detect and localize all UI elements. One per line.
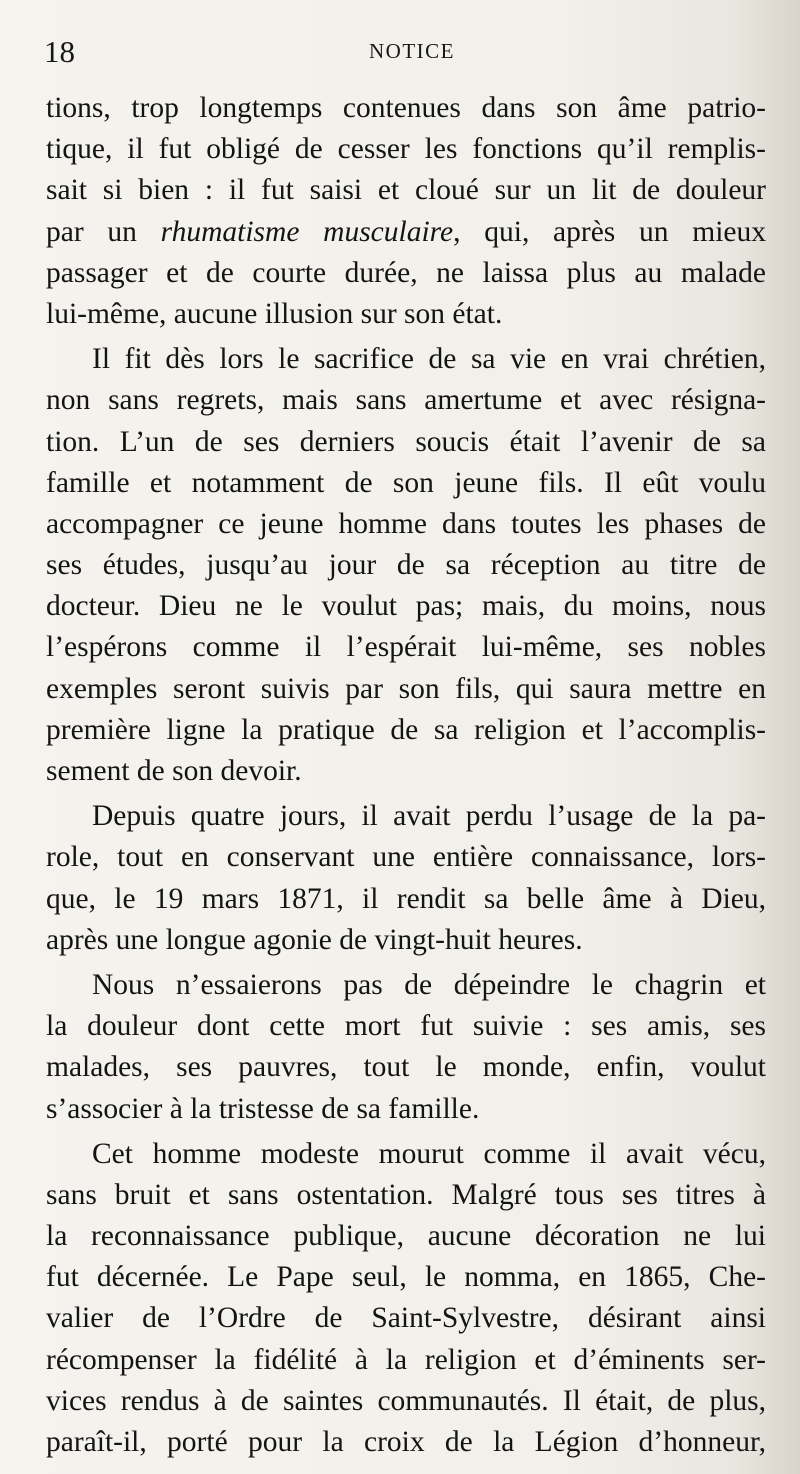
- text-line: [46, 1047, 766, 1088]
- text-segment: malades, ses pauvres, tout le monde, enfin, voulut: [46, 1051, 766, 1084]
- paragraph: [46, 965, 766, 1130]
- text-segment: lui-même, aucune illusion sur son état.: [46, 297, 503, 330]
- text-line: [46, 879, 766, 920]
- text-segment: docteur. Dieu ne le voulut pas; mais, du moins, nous: [46, 590, 766, 623]
- text-line: [46, 212, 766, 253]
- body-text: [46, 88, 766, 1463]
- text-line: [46, 965, 766, 1006]
- text-line: [46, 422, 766, 463]
- text-line: [46, 88, 766, 129]
- text-segment: famille et notamment de son jeune fils. Il eût voulu: [46, 466, 766, 499]
- text-segment: tion. L’un de ses derniers soucis était l’avenir de sa: [46, 425, 766, 458]
- page-number: 18: [44, 34, 75, 69]
- paragraph: [46, 1134, 766, 1464]
- text-segment: Il fit dès lors le sacrifice de sa vie en vrai chrétien,: [92, 343, 766, 376]
- text-line: [46, 339, 766, 380]
- text-line: [46, 294, 766, 335]
- text-line: [46, 463, 766, 504]
- text-segment: Depuis quatre jours, il avait perdu l’usage de la pa-: [92, 800, 766, 833]
- text-line: [46, 129, 766, 170]
- text-line: [46, 1089, 766, 1130]
- text-line: [46, 380, 766, 421]
- text-segment: sans bruit et sans ostentation. Malgré tous ses titres à: [46, 1178, 766, 1211]
- text-segment: première ligne la pratique de sa religion et l’accomplis-: [46, 713, 766, 746]
- text-segment: paraît-il, porté pour la croix de la Légion d’honneur,: [46, 1426, 766, 1458]
- running-head: [44, 32, 764, 72]
- text-line: [46, 504, 766, 545]
- text-line: [46, 751, 766, 792]
- paragraph: [46, 88, 766, 335]
- text-line: [46, 796, 766, 837]
- text-segment: sait si bien : il fut saisi et cloué sur un lit de douleur: [46, 174, 766, 207]
- text-segment: que, le 19 mars 1871, il rendit sa belle âme à Dieu,: [46, 882, 766, 915]
- text-segment: , qui, après un mieux: [453, 215, 766, 248]
- text-line: [46, 669, 766, 710]
- paragraph: [46, 339, 766, 792]
- text-segment: accompagner ce jeune homme dans toutes les phases de: [46, 507, 766, 540]
- text-line: [46, 1006, 766, 1047]
- text-segment: Nous n’essaierons pas de dépeindre le chagrin et: [92, 968, 766, 1001]
- text-segment: valier de l’Ordre de Saint-Sylvestre, désirant ainsi: [46, 1302, 766, 1335]
- text-segment: l’espérons comme il l’espérait lui-même, ses nobles: [46, 631, 766, 664]
- text-segment: ses études, jusqu’au jour de sa réception au titre de: [46, 549, 766, 582]
- text-segment: non sans regrets, mais sans amertume et avec résigna-: [46, 384, 766, 417]
- text-line: [46, 1298, 766, 1339]
- text-segment: récompenser la fidélité à la religion et d’éminents ser-: [46, 1343, 766, 1376]
- text-line: [46, 1175, 766, 1216]
- text-line: [46, 710, 766, 751]
- text-segment: sement de son devoir.: [46, 755, 302, 787]
- text-segment: role, tout en conservant une entière connaissance, lors-: [46, 841, 766, 874]
- text-line: [46, 170, 766, 211]
- text-line: [46, 920, 766, 961]
- text-segment: après une longue agonie de vingt-huit heures.: [46, 923, 583, 956]
- text-line: [46, 545, 766, 586]
- running-title: NOTICE: [369, 39, 455, 63]
- italic-term: rhumatisme musculaire: [160, 215, 454, 248]
- text-segment: la reconnaissance publique, aucune décoration ne lui: [46, 1220, 766, 1253]
- text-segment: Cet homme modeste mourut comme il avait vécu,: [92, 1137, 766, 1170]
- text-line: [46, 1340, 766, 1381]
- paragraph: [46, 796, 766, 961]
- text-line: [46, 1257, 766, 1298]
- text-segment: tions, trop longtemps contenues dans son âme patrio-: [46, 92, 766, 124]
- text-line: [46, 1422, 766, 1463]
- text-line: [46, 1134, 766, 1175]
- text-segment: vices rendus à de saintes communautés. Il était, de plus,: [46, 1384, 766, 1417]
- text-line: [46, 627, 766, 668]
- text-segment: fut décernée. Le Pape seul, le nomma, en 1865, Che-: [46, 1261, 766, 1294]
- text-segment: la douleur dont cette mort fut suivie : ses amis, ses: [46, 1010, 766, 1043]
- text-line: [46, 1216, 766, 1257]
- text-segment: passager et de courte durée, ne laissa plus au malade: [46, 256, 766, 289]
- text-line: [46, 837, 766, 878]
- text-line: [46, 1381, 766, 1422]
- text-segment: s’associer à la tristesse de sa famille.: [46, 1092, 480, 1125]
- text-line: [46, 586, 766, 627]
- text-line: [46, 253, 766, 294]
- text-segment: exemples seront suivis par son fils, qui saura mettre en: [46, 672, 766, 705]
- text-segment: par un: [46, 215, 161, 248]
- text-segment: tique, il fut obligé de cesser les fonctions qu’il remplis-: [46, 133, 766, 166]
